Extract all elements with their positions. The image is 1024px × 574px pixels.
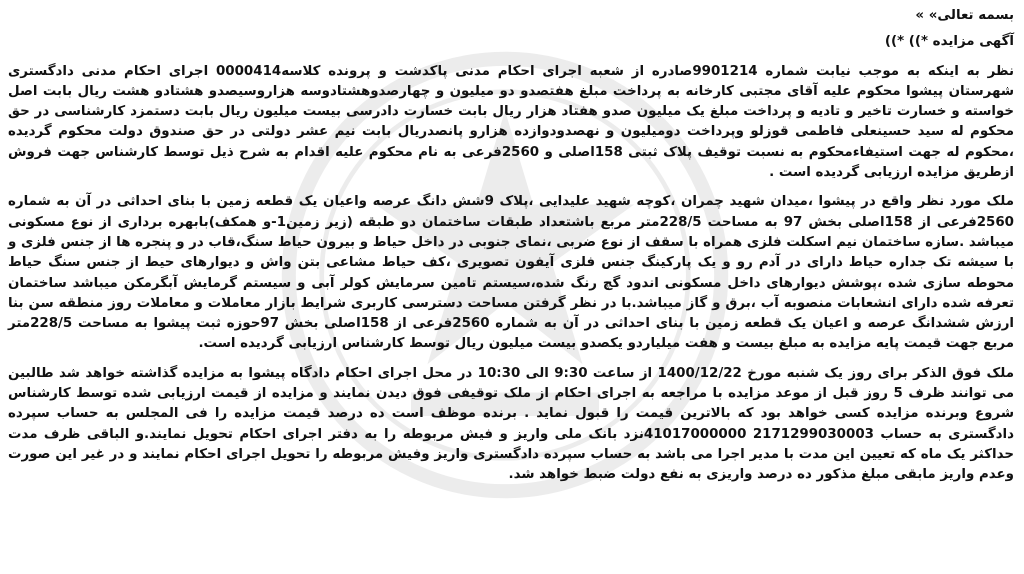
invocation-line: بسمه تعالی» » [915, 8, 1014, 23]
notice-title: آگهی مزایده *)) *)) [884, 34, 1014, 50]
paragraph-property-description: ملک مورد نظر واقع در پیشوا ،میدان شهید چمران ،کوچه شهید علیدایی ،پلاک 9شش دانگ عرصه واعیان یک قطعه زمین با بنای احداثی در آن به شماره 2560فرعی از 158اصلی بخش 97 به مساحت 228/5متر مربع باشتعداد طبقات ساختمان دو طبقه (زیر زمین1-و همکف)بابهره برداری از نوع مسکونی میباشد .سازه ساختمان نیم اسکلت فلزی همراه با سقف از نوع ضربی ،نمای جنوبی در داخل حیاط و بیرون حیاط سنگ،قاب در و پنجره ها از جنس فلزی و با سیشه تک جداره حیاط دارای در آدم رو و یک پارکینگ جنس فلزی آیفون تصویری ،کف حیاط مشاعی بتن واش و دیوارهای حیط از جنس سنگ حیاط محوطه سازی شده ،پوشش دیوارهای داخل مسکونی اندود گچ رنگ شده،سیستم تامین سرمایش کولر آبی و سیستم گرمایش آبگرمکن میباشد ساختمان تعرفه شده دارای انشعابات منصوبه آب ،برق و گاز میباشد.با در نظر گرفتن مساحت دسترسی کاربری شرایط بازار معاملات و معاملات روز منطقه سن بنا ارزش ششدانگ عرصه و اعیان یک قطعه زمین با بنای احداثی در آن به شماره 2560فرعی از 158اصلی بخش 97حوزه ثبت پیشوا به مساحت 228/5متر مربع جهت قیمت پایه مزایده به مبلغ بیست و هفت میلیاردو یکصدو بیست میلیون ریال توسط کارشناس ارزیابی گردیده است. [8, 194, 1015, 352]
paragraph-auction-terms: ملک فوق الذکر برای روز یک شنبه مورخ 1400/12/22 از ساعت 9:30 الی 10:30 در محل اجرای احکام دادگاه پیشوا به مزایده گذاشته خواهد شد طالبین می توانند ظرف 5 روز قبل از موعد مزایده با مراجعه به اجرای احکام از ملک توقیفی فوق دیدن نمایند و مزایده از قیمت ارزیابی شده توسط کارشناس شروع وبرنده مزایده کسی خواهد بود که بالاترین قیمت را قبول نماید . برنده موظف است ده درصد قیمت مزایده را فی المجلس به حساب سپرده دادگستری به حساب 2171299030003 41017000000نزد بانک ملی واریز و فیش مربوطه را به دفتر اجرای احکام تحویل نمایند.و الباقی ظرف مدت حداکثر یک ماه که تعیین این مدت با مدیر اجرا می باشد به حساب سپرده دادگستری واریز وفیش مربوطه را تحویل اجرای احکام نمایند و در غیر این صورت وعدم واریز مابقی مبلغ مذکور ده درصد واریزی به نفع دولت ضبط خواهد شد. [8, 365, 1014, 483]
paragraph-case-details: نظر به اینکه به موجب نیابت شماره 9901214صادره از شعبه اجرای احکام مدنی پاکدشت و پرونده کلاسه0000414 اجرای احکام مدنی دادگستری شهرستان پیشوا محکوم علیه آقای مجتبی کارخانه به پرداخت مبلغ هفتصدو دو میلیون و چهارصدوهشتادوسه هزاروسیصدو هشتادو هشت ریال بابت اصل خواسته و خسارت تاخیر و تادیه و پرداخت مبلغ یک میلیون صدو هفتاد هزار ریال بابت خسارت دادرسی بیست میلیون ریال بابت دستمزد کارشناسی در حق محکوم له سید حسینعلی فاطمی قوزلو وپرداخت دومیلیون و نهصدودوازده هزارو پانصدریال بابت نیم عشر دولتی در حق صندوق دولت محکوم گردیده ،محکوم له جهت استیفاءمحکوم به نسبت توقیف پلاک ثبتی 158اصلی و 2560فرعی به نام محکوم علیه اقدام به شرح ذیل توسط کارشناس جهت فروش ازطریق مزایده ارزیابی گردیده است . [8, 63, 1015, 181]
notice-body [8, 6, 1014, 486]
